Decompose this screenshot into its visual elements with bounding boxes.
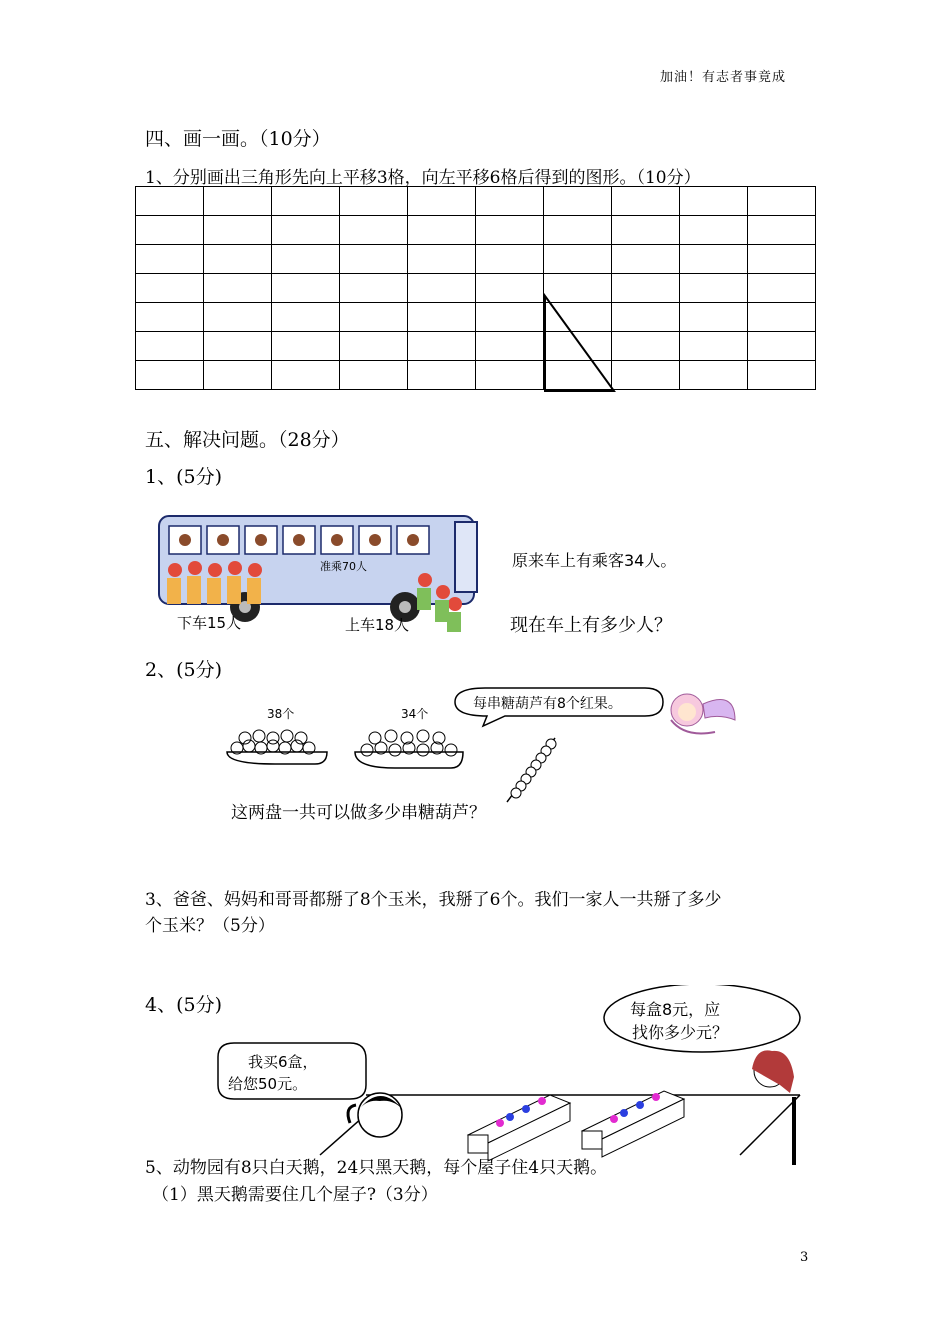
seller-woman-icon xyxy=(752,1050,794,1093)
q3-line2: 个玉米？（5分） xyxy=(145,916,275,936)
box-stack-right-icon xyxy=(582,1091,684,1157)
on-label: 上车18人 xyxy=(345,616,410,634)
q3-line1: 3、爸爸、妈妈和哥哥都掰了8个玉米，我掰了6个。我们一家人一共掰了多少 xyxy=(145,890,722,910)
girl-buyer-icon xyxy=(348,1093,404,1137)
triangle-figure xyxy=(0,0,950,420)
q4-label: 4、(5分) xyxy=(145,994,223,1016)
seller-bubble-line2: 找你多少元？ xyxy=(632,1023,729,1042)
section4-title: 四、画一画。（10分） xyxy=(145,128,331,150)
off-label: 下车15人 xyxy=(177,614,242,632)
tanghulu-stick-icon xyxy=(507,738,556,802)
q5-line1: 5、动物园有8只白天鹅，24只黑天鹅，每个屋子住4只天鹅。 xyxy=(145,1158,608,1178)
fairy-icon xyxy=(671,694,735,734)
q5-sub1: （1）黑天鹅需要住几个屋子?（3分） xyxy=(152,1185,438,1205)
bus-sign: 准乘70人 xyxy=(320,560,367,573)
bus-illustration xyxy=(155,512,500,640)
header-motto: 加油！有志者事竟成 xyxy=(660,70,787,85)
shop-illustration xyxy=(200,985,820,1170)
page-number: 3 xyxy=(800,1250,809,1265)
q1-text2: 现在车上有多少人？ xyxy=(510,615,672,636)
q2-label: 2、(5分) xyxy=(145,659,223,681)
seller-bubble-line1: 每盒8元，应 xyxy=(630,1000,721,1019)
q2-bubble: 每串糖葫芦有8个红果。 xyxy=(473,696,622,712)
box-stack-left-icon xyxy=(468,1095,570,1161)
section4-q1: 1、分别画出三角形先向上平移3格，向左平移6格后得到的图形。（10分） xyxy=(145,168,701,188)
plate2-label: 34个 xyxy=(401,707,429,721)
q1-label: 1、(5分) xyxy=(145,466,223,488)
buyer-bubble-line2: 给您50元。 xyxy=(228,1075,308,1093)
plate1-label: 38个 xyxy=(267,707,295,721)
tanghulu-illustration xyxy=(215,680,755,830)
q1-text1: 原来车上有乘客34人。 xyxy=(512,551,677,570)
buyer-bubble-line1: 我买6盒， xyxy=(248,1053,318,1071)
q2-question: 这两盘一共可以做多少串糖葫芦？ xyxy=(231,803,486,823)
section5-title: 五、解决问题。（28分） xyxy=(145,429,350,451)
